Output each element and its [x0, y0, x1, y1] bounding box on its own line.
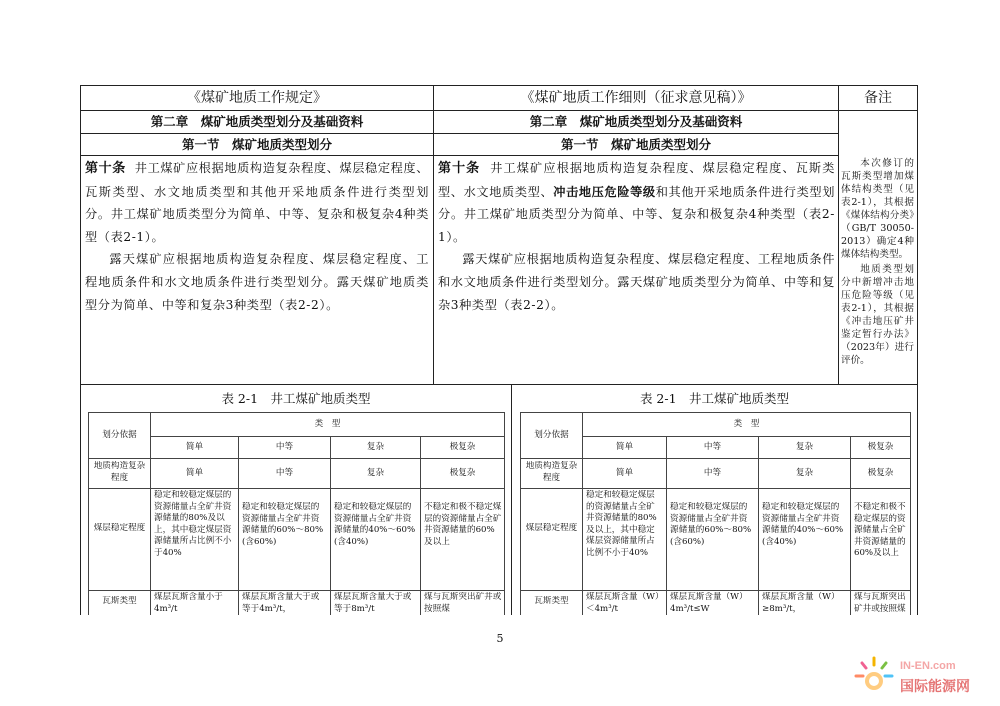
right-type-simple: 简单 [615, 442, 634, 452]
left-article-body [85, 157, 429, 383]
left-type-header: 类 型 [314, 419, 341, 429]
left-type-simple: 简单 [185, 442, 204, 452]
header-remarks: 备注 [864, 90, 892, 106]
left-table-cell: 不稳定和极不稳定煤层的资源储量占全矿井资源储量的60%及以上 [424, 502, 502, 547]
page-number: 5 [496, 632, 504, 645]
left-table-caption: 表 2-1 井工煤矿地质类型 [221, 391, 371, 406]
right-basis-header: 划分依据 [534, 430, 569, 440]
left-table-cell: 煤层瓦斯含量大于或等于4m³/t， [242, 592, 320, 614]
middle-paragraph-1-highlight: 冲击地压危险等级 [553, 184, 656, 199]
left-article-paragraph-1 [85, 157, 429, 248]
section-title-left: 第一节 煤矿地质类型划分 [181, 137, 332, 152]
header-draft-rules: 《煤矿地质工作细则（征求意见稿）》 [520, 90, 752, 106]
left-row-structure-label: 地质构造复杂程度 [93, 461, 146, 483]
middle-paragraph-1-text-a: 井工煤矿应根据地质构造复杂程度、煤层稳定程度、瓦斯类型、水文地质类型、 [438, 161, 835, 199]
left-type-medium: 中等 [275, 442, 294, 452]
middle-article-paragraph-1 [438, 157, 835, 248]
middle-article-paragraph-2: 露天煤矿应根据地质构造复杂程度、煤层稳定程度、工程地质条件和水文地质条件进行类型划分。露天煤矿地质类型分为简单、中等和复杂3种类型（表2-2）。 [438, 252, 835, 312]
sun-logo-icon [852, 654, 896, 698]
watermark-brand: 国际能源网 [900, 679, 970, 695]
right-table-cell: 稳定和较稳定煤层的资源储量占全矿井资源储量的80%及以上，其中稳定煤层资源储量所占比例不小于40% [586, 490, 657, 558]
left-table-cell: 稳定和较稳定煤层的资源储量占全矿井资源储量的40%～60%(含40%) [334, 502, 416, 547]
right-table-cell: 煤层瓦斯含量（W）≥8m³/t， [762, 592, 840, 614]
left-row-gas-label: 瓦斯类型 [102, 596, 137, 606]
header-regulation: 《煤矿地质工作规定》 [187, 90, 327, 106]
left-basis-header: 划分依据 [102, 430, 137, 440]
left-table-cell: 稳定和较稳定煤层的资源储量占全矿井资源储量的60%～80%(含60%) [242, 502, 324, 547]
left-article-paragraph-2: 露天煤矿应根据地质构造复杂程度、煤层稳定程度、工程地质条件和水文地质条件进行类型划分。露天煤矿地质类型分为简单、中等和复杂3种类型（表2-2）。 [85, 252, 429, 312]
right-type-medium: 中等 [703, 442, 722, 452]
right-table-cell: 稳定和较稳定煤层的资源储量占全矿井资源储量的60%～80%(含60%) [670, 502, 752, 547]
right-table-cell: 煤层瓦斯含量（W）＜4m³/t [586, 592, 660, 614]
left-paragraph-1-text: 井工煤矿应根据地质构造复杂程度、煤层稳定程度、瓦斯类型、水文地质类型和其他开采地质条件进行类型划分。井工煤矿地质类型分为简单、中等、复杂和极复杂4种类型（表2-1）。 [85, 161, 429, 244]
right-type-very-complex: 极复杂 [867, 442, 894, 452]
left-table-cell: 煤层瓦斯含量大于或等于8m³/t [334, 592, 412, 614]
right-row-gas-label: 瓦斯类型 [534, 596, 569, 606]
right-table-cell: 复杂 [795, 468, 814, 478]
remark-paragraph-2: 地质类型划分中新增冲击地压危险等级（见表2-1），其根据《冲击地压矿井鉴定暂行办法》（2023年）进行评价。 [841, 264, 914, 366]
watermark-url: IN-EN.com [900, 660, 956, 672]
middle-paragraph-1-text-b: 和其他开采地质条件进行类型划分。井工煤矿地质类型分为简单、中等、复杂和极复杂4种类型（表2-1）。 [438, 184, 835, 244]
right-table-cell: 极复杂 [867, 468, 894, 478]
left-table-cell: 煤层瓦斯含量小于4m³/t [154, 592, 223, 614]
left-table-cell: 中等 [275, 468, 294, 478]
left-table-cell: 简单 [185, 468, 204, 478]
watermark [852, 652, 992, 702]
left-type-complex: 复杂 [366, 442, 385, 452]
remark-paragraph-1: 本次修订的瓦斯类型增加煤体结构类型（见表2-1），其根据《煤体结构分类》（GB/T 30050-2013）确定4种煤体结构类型。 [841, 158, 914, 260]
left-article-number: 第十条 [85, 161, 126, 176]
right-table-cell: 煤与瓦斯突出矿井或按照煤 [854, 592, 906, 614]
chapter-title-middle: 第二章 煤矿地质类型划分及基础资料 [529, 114, 743, 129]
right-table-cell: 中等 [703, 468, 722, 478]
left-table-cell: 煤与瓦斯突出矿井或按照煤 [424, 592, 502, 614]
right-type-complex: 复杂 [795, 442, 814, 452]
section-title-middle: 第一节 煤矿地质类型划分 [560, 137, 711, 152]
left-type-very-complex: 极复杂 [449, 442, 476, 452]
right-table-cell: 不稳定和极不稳定煤层的资源储量占全矿井资源储量的60%及以上 [854, 502, 906, 559]
right-row-stability-label: 煤层稳定程度 [525, 523, 578, 533]
right-table-cell: 煤层瓦斯含量（W）4m³/t≤W [670, 592, 748, 614]
right-table-cell: 稳定和较稳定煤层的资源储量占全矿井资源储量的40%～60%(含40%) [762, 502, 844, 547]
chapter-title-left: 第二章 煤矿地质类型划分及基础资料 [150, 114, 364, 129]
right-table-caption: 表 2-1 井工煤矿地质类型 [639, 391, 790, 406]
right-table-cell: 简单 [615, 468, 634, 478]
right-row-structure-label: 地质构造复杂程度 [525, 461, 578, 483]
remarks-body [841, 157, 914, 383]
left-table-cell: 稳定和较稳定煤层的资源储量占全矿井资源储量的80%及以上，其中稳定煤层资源储量所占比例不小于40% [154, 490, 232, 558]
left-row-stability-label: 煤层稳定程度 [93, 523, 146, 533]
middle-article-body [438, 157, 835, 383]
middle-article-number: 第十条 [438, 161, 481, 176]
right-type-header: 类 型 [733, 419, 760, 429]
left-table-cell: 极复杂 [449, 468, 476, 478]
left-table-cell: 复杂 [366, 468, 385, 478]
